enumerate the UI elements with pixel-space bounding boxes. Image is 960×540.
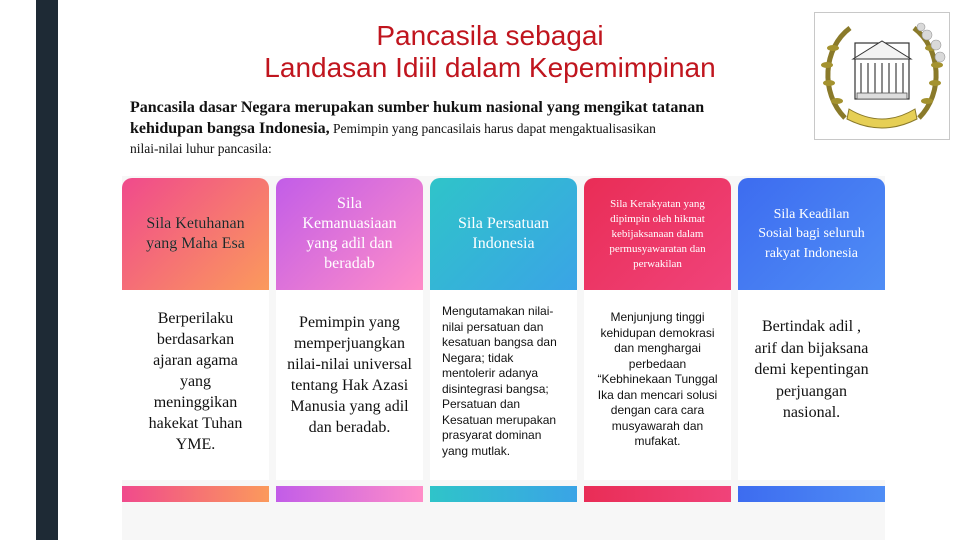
garuda-emblem-image xyxy=(814,12,950,140)
column-header-text: Sila Keadilan Sosial bagi seluruh rakyat Indonesia xyxy=(758,206,865,261)
emblem-icon xyxy=(815,13,949,139)
column-footer-bar xyxy=(122,486,269,502)
column-footer-bar xyxy=(738,486,885,502)
intro-paragraph xyxy=(130,97,800,159)
column-footer-bar xyxy=(430,486,577,502)
column-body xyxy=(738,290,885,480)
column-header-text: Sila Ketuhanan yang Maha Esa xyxy=(146,215,245,252)
title-line-1: Pancasila sebagai xyxy=(376,20,604,51)
column-keadilan xyxy=(738,176,885,503)
column-header xyxy=(738,178,885,290)
slide-title xyxy=(150,20,830,84)
left-accent-bar xyxy=(36,0,58,540)
column-persatuan xyxy=(430,176,577,503)
column-header-text: Sila Persatuan Indonesia xyxy=(457,215,550,252)
column-body-text: Mengutamakan nilai-nilai persatuan dan kesatuan bangsa dan Negara; tidak mentolerir adanya disintegrasi bangsa; Persatuan dan Kesatuan merupakan prasyarat dominan yang mutlak. xyxy=(442,304,557,458)
column-ketuhanan xyxy=(122,176,269,503)
column-body xyxy=(430,290,577,480)
column-body-text: Menjunjung tinggi kehidupan demokrasi dan menghargai perbedaan “Kebhinekaan Tunggal Ika dan mencari solusi dengan cara cara musyawarah dan mufakat. xyxy=(597,310,718,448)
column-header-text: Sila Kemanuasiaan yang adil dan beradab xyxy=(302,195,397,272)
intro-line-3: nilai-nilai luhur pancasila: xyxy=(130,141,272,156)
intro-line-1: Pancasila dasar Negara merupakan sumber hukum nasional yang mengikat tatanan xyxy=(130,99,705,116)
column-body xyxy=(276,290,423,480)
column-header xyxy=(584,178,731,290)
column-body xyxy=(122,290,269,480)
column-footer-bar xyxy=(276,486,423,502)
column-body xyxy=(584,290,731,480)
column-header xyxy=(122,178,269,290)
column-header-text: Sila Kerakyatan yang dipimpin oleh hikmat kebijaksanaan dalam permusyawaratan dan perwakilan xyxy=(609,197,706,270)
intro-line-2 xyxy=(130,119,800,139)
intro-line-2-rest: Pemimpin yang pancasilais harus dapat mengaktualisasikan xyxy=(329,121,656,136)
column-header xyxy=(276,178,423,290)
column-body-text: Pemimpin yang memperjuangkan nilai-nilai universal tentang Hak Azasi Manusia yang adil dan beradab. xyxy=(287,314,412,436)
intro-line-2-bold: kehidupan bangsa Indonesia, xyxy=(130,120,330,137)
column-body-text: Berperilaku berdasarkan ajaran agama yang meninggikan hakekat Tuhan YME. xyxy=(148,310,243,453)
column-kerakyatan xyxy=(584,176,731,503)
column-body-text: Bertindak adil , arif dan bijaksana demi kepentingan perjuangan nasional. xyxy=(754,318,869,421)
column-kemanusiaan xyxy=(276,176,423,503)
column-footer-bar xyxy=(584,486,731,502)
column-header xyxy=(430,178,577,290)
title-line-2: Landasan Idiil dalam Kepemimpinan xyxy=(264,52,716,83)
